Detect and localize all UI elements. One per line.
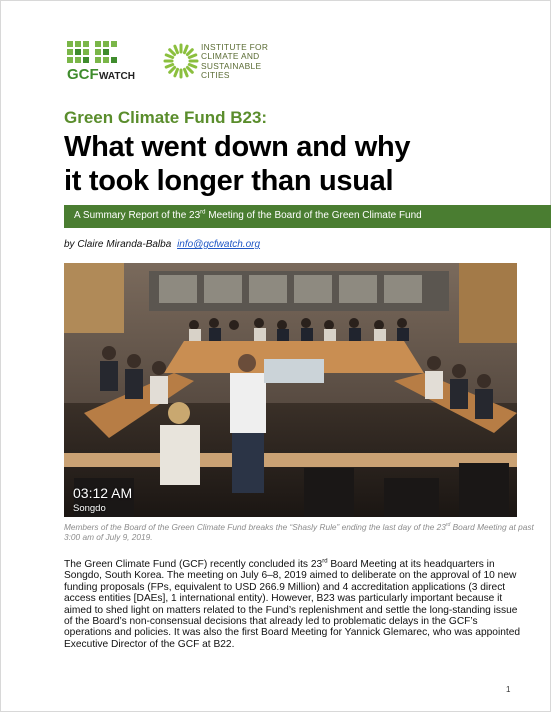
gcf-wordmark: GCF <box>67 66 99 83</box>
page-number: 1 <box>506 685 511 694</box>
icsc-name: INSTITUTE FOR CLIMATE AND SUSTAINABLE CITIES <box>201 42 269 81</box>
report-subtitle: A Summary Report of the 23rd Meeting of the Board of the Green Climate Fund <box>74 209 422 221</box>
gcf-watch-logo <box>65 39 151 85</box>
photo-location: Songdo <box>73 503 106 514</box>
photo-timestamp: 03:12 AM <box>73 485 133 501</box>
watch-wordmark: WATCH <box>99 71 135 82</box>
author-email-link[interactable]: info@gcfwatch.org <box>177 239 261 250</box>
photo-caption: Members of the Board of the Green Climate Fund breaks the “Shasly Rule” ending the last day of the 23rd Board Meeting at past 3:00 am of July 9, 2019. <box>64 522 534 542</box>
author-name: by Claire Miranda-Balba <box>64 239 172 250</box>
subtitle-band <box>64 205 551 228</box>
byline <box>64 239 260 250</box>
board-meeting-photo <box>64 263 517 517</box>
sunburst-icon <box>163 43 199 79</box>
report-title: What went down and why it took longer than usual <box>64 131 411 197</box>
icsc-logo <box>163 41 293 83</box>
gcf-watch-logo-mark <box>65 39 151 85</box>
report-kicker: Green Climate Fund B23: <box>64 108 268 127</box>
intro-paragraph: The Green Climate Fund (GCF) recently concluded its 23rd Board Meeting at its headquarters in Songdo, South Korea. The meeting on July 6–8, 2019 aimed to deliberate on the approval of 10 new funding proposals (FPs, equivalent to USD 266.9 Million) and 4 accreditation applications (3 direct access entities [DAEs], 1 international entity). However, B23 was particularly important because it aimed to shed light on matters related to the Fund’s replenishment and settle the long-standing issue of the Board’s non-consensual decisions that already led to problematic delays in the GCF’s operations and policies. It was also the first Board Meeting for Yannick Glemarec, who was appointed Executive Director of the GCF at B22. <box>64 558 521 650</box>
meeting-room-illustration <box>64 263 517 517</box>
